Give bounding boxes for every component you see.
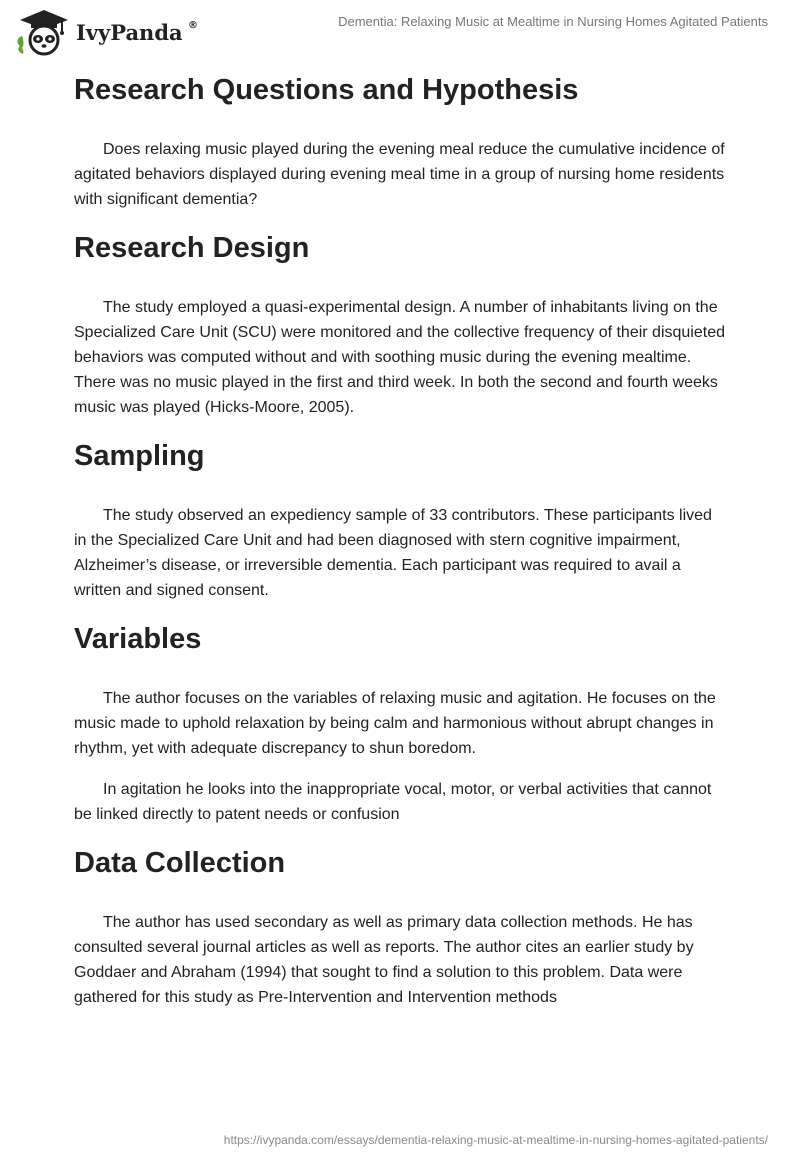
section-heading: Sampling <box>74 440 205 472</box>
section-variables <box>74 619 726 827</box>
section-heading: Research Design <box>74 232 310 264</box>
paragraph: Does relaxing music played during the evening meal reduce the cumulative incidence of agitated behaviors displayed during evening meal time in a group of nursing home residents with significant dementia? <box>74 141 725 208</box>
section-research-design <box>74 228 726 420</box>
paragraph: The author focuses on the variables of relaxing music and agitation. He focuses on the music made to uphold relaxation by being calm and harmonious without abrupt changes in rhythm, yet with adequate discrepancy to shun boredom. <box>74 690 716 757</box>
section-sampling <box>74 436 726 603</box>
paragraph: The study observed an expediency sample of 33 contributors. These participants lived in the Specialized Care Unit and had been diagnosed with stern cognitive impairment, Alzheimer’s disease, or irreversible dementia. Each participant was required to avail a written and signed consent. <box>74 507 712 599</box>
source-url-link[interactable]: https://ivypanda.com/essays/dementia-relaxing-music-at-mealtime-in-nursing-homes-agitated-patients/ <box>223 1133 768 1147</box>
essay-content <box>74 70 726 1026</box>
paragraph: The study employed a quasi-experimental design. A number of inhabitants living on the Specialized Care Unit (SCU) were monitored and the collective frequency of their disquieted behaviors was computed without and with soothing music during the evening mealtime. There was no music played in the first and third week. In both the second and fourth weeks music was played (Hicks-Moore, 2005). <box>74 299 725 416</box>
paragraph: In agitation he looks into the inappropriate vocal, motor, or verbal activities that cannot be linked directly to patent needs or confusion <box>74 781 712 823</box>
paragraph: The author has used secondary as well as primary data collection methods. He has consulted several journal articles as well as reports. The author cites an earlier study by Goddaer and Abraham (1994) that sought to find a solution to this problem. Data were gathered for this study as Pre-Intervention and Intervention methods <box>74 914 694 1006</box>
ivypanda-logo[interactable] <box>14 8 214 56</box>
panda-graduate-icon <box>14 8 74 56</box>
registered-mark: ® <box>188 20 198 31</box>
section-research-questions <box>74 70 726 212</box>
section-data-collection <box>74 843 726 1010</box>
page-header <box>0 0 800 60</box>
section-heading: Research Questions and Hypothesis <box>74 74 579 106</box>
section-heading: Data Collection <box>74 847 286 879</box>
brand-name: IvyPanda <box>76 20 183 45</box>
section-heading: Variables <box>74 623 202 655</box>
running-title: Dementia: Relaxing Music at Mealtime in Nursing Homes Agitated Patients <box>338 14 768 29</box>
